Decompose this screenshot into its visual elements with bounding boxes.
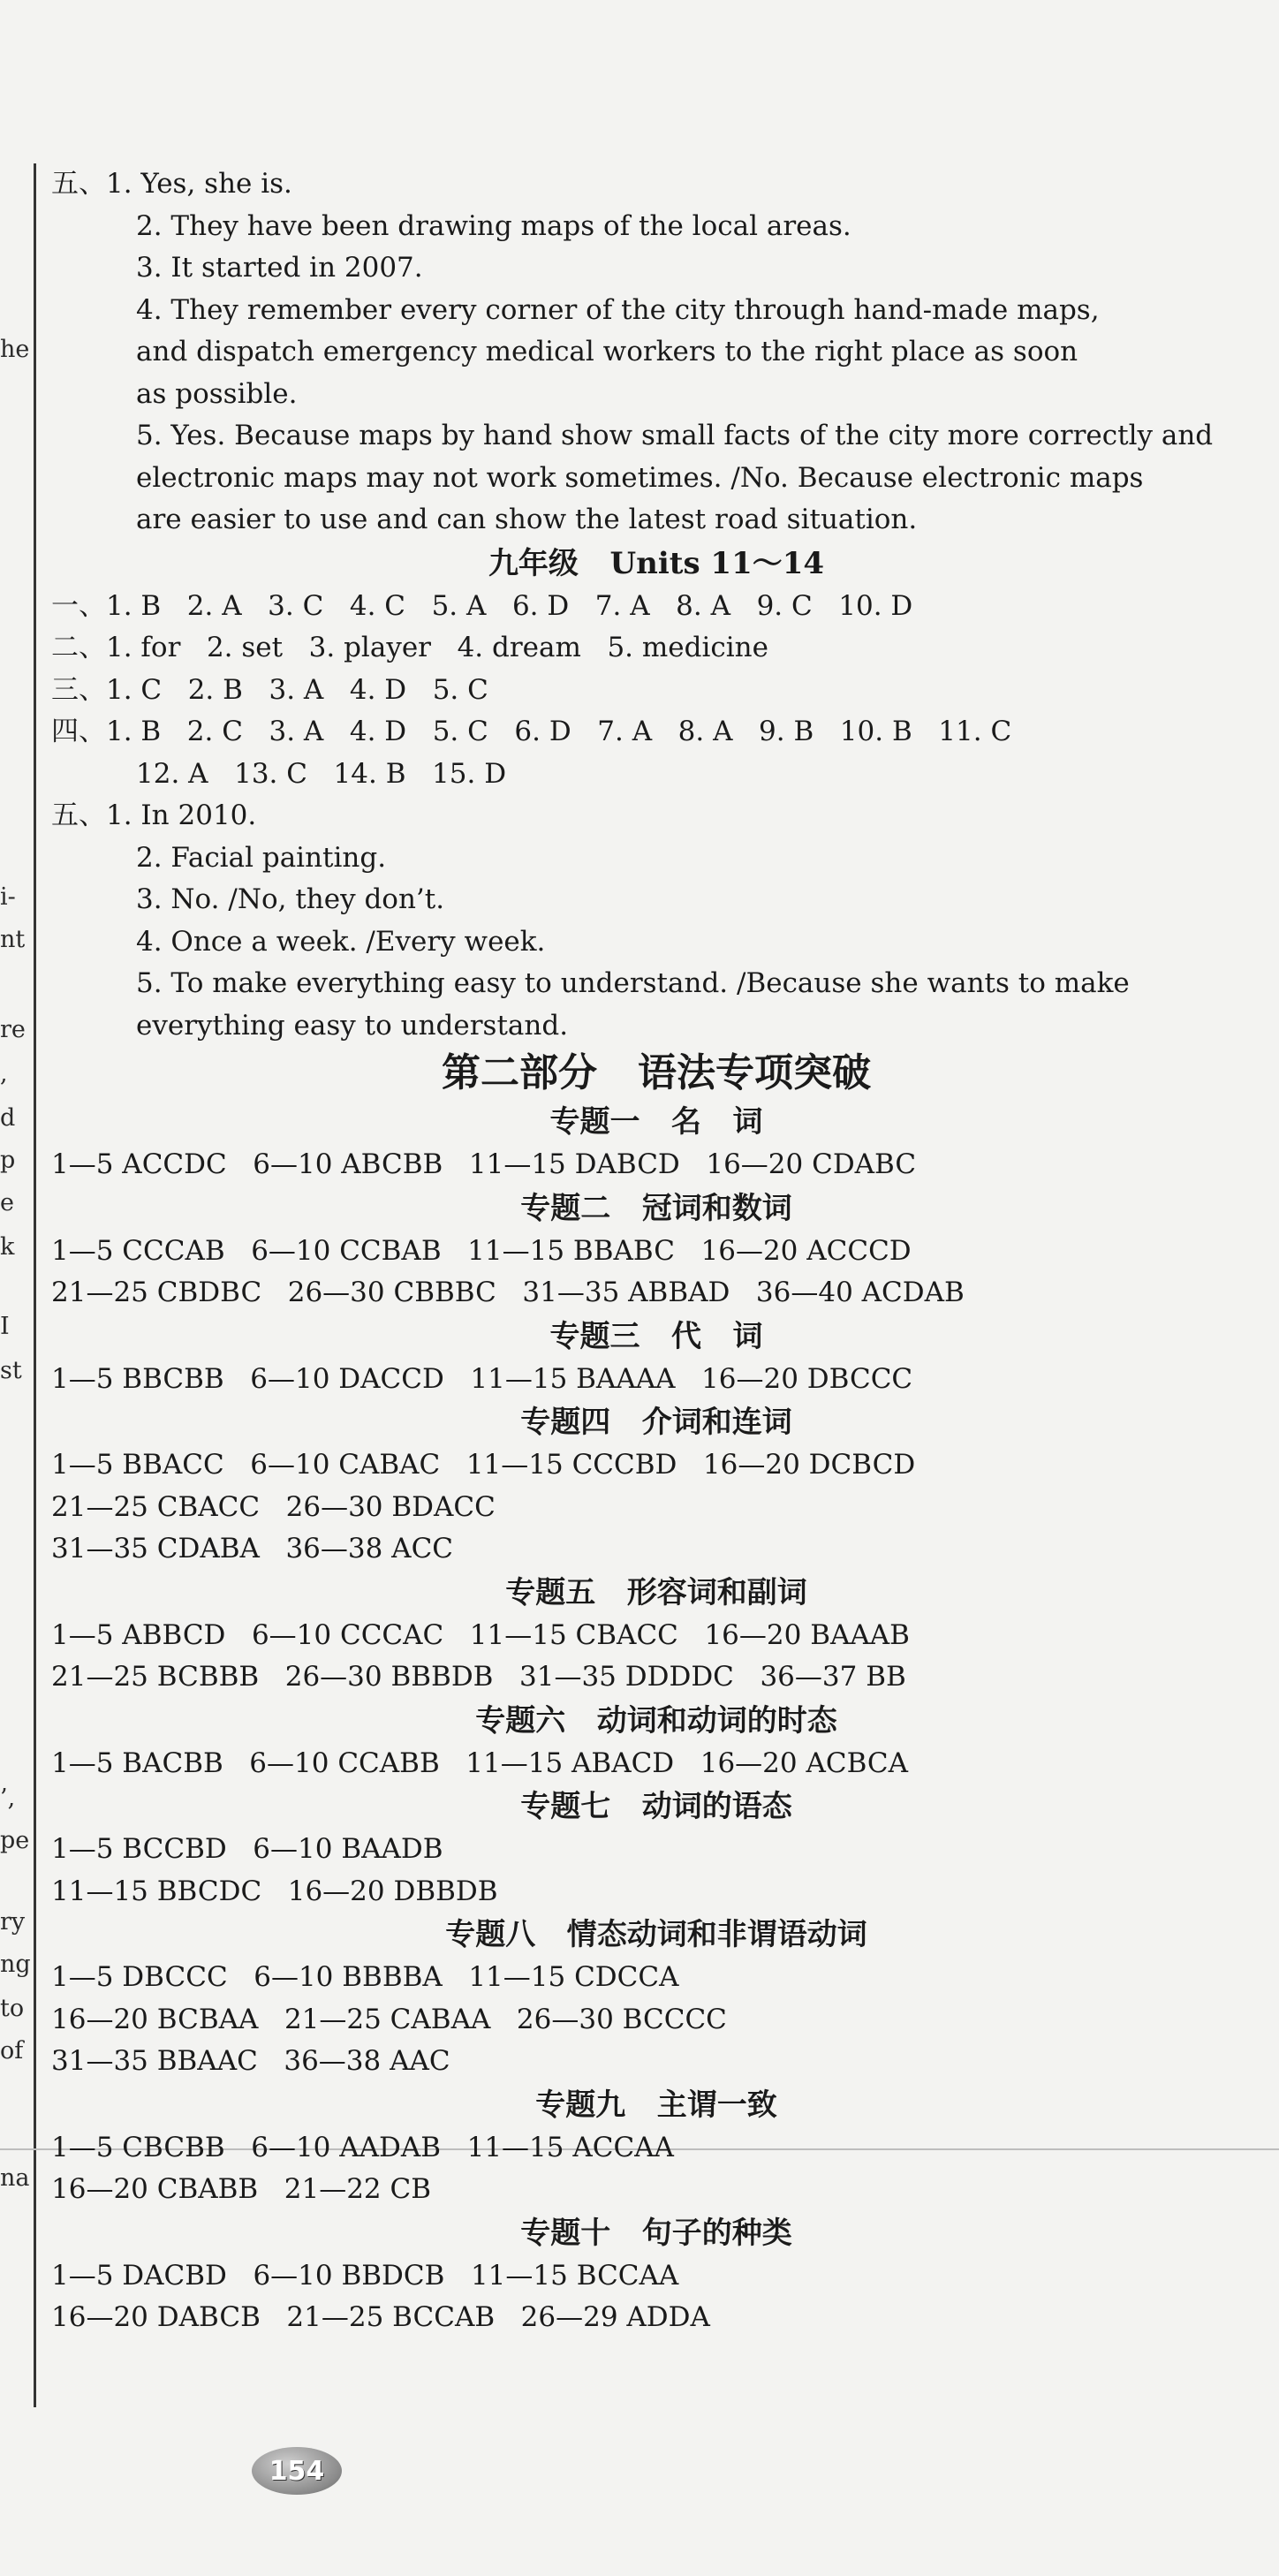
- topic-title: 专题八 情态动词和非谓语动词: [445, 1917, 867, 1952]
- reading-answers-block: [51, 163, 1261, 542]
- margin-fragment: re: [0, 1016, 26, 1043]
- answer-line: 5. To make everything easy to understand. /Because she wants to make: [136, 967, 1130, 999]
- answer-line: 1—5 DBCCC 6—10 BBBBA 11—15 CDCCA: [51, 1961, 679, 1993]
- topic-title: 专题九 主谓一致: [535, 2087, 777, 2123]
- answer-line: 二、1. for 2. set 3. player 4. dream 5. medicine: [51, 632, 768, 663]
- topic-title: 专题四 介词和连词: [520, 1405, 792, 1440]
- part-title: 第二部分 语法专项突破: [442, 1050, 871, 1095]
- answer-line: 2. They have been drawing maps of the local areas.: [136, 209, 851, 242]
- answer-line: 一、1. B 2. A 3. C 4. C 5. A 6. D 7. A 8. A 9. C 10. D: [51, 589, 913, 622]
- topic-title: 专题十 句子的种类: [520, 2215, 792, 2251]
- answer-line: 5. Yes. Because maps by hand show small facts of the city more correctly and: [136, 420, 1214, 451]
- answer-line: 三、1. C 2. B 3. A 4. D 5. C: [51, 673, 488, 706]
- answer-line: 四、1. B 2. C 3. A 4. D 5. C 6. D 7. A 8. A 9. B 10. B 11. C: [51, 716, 1012, 747]
- topic-title: 专题五 形容词和副词: [505, 1574, 807, 1610]
- answer-line: 1—5 BBCBB 6—10 DACCD 11—15 BAAAA 16—20 DBCCC: [51, 1362, 913, 1395]
- topic-title: 专题一 名 词: [549, 1104, 763, 1140]
- answer-line: 21—25 BCBBB 26—30 BBBDB 31—35 DDDDC 36—37 BB: [51, 1661, 906, 1693]
- grade9-answers-block: [51, 586, 1261, 1048]
- margin-fragment: p: [0, 1147, 16, 1174]
- margin-fragment: of: [0, 2037, 24, 2065]
- answer-line: electronic maps may not work sometimes. /No. Because electronic maps: [136, 461, 1144, 494]
- answer-line: 五、1. Yes, she is.: [51, 168, 292, 200]
- answer-line: 4. Once a week. /Every week.: [136, 925, 546, 958]
- answer-line: 1—5 BCCBD 6—10 BAADB: [51, 1833, 443, 1865]
- answer-line: 16—20 CBABB 21—22 CB: [51, 2173, 432, 2205]
- answer-line: 11—15 BBCDC 16—20 DBBDB: [51, 1875, 498, 1907]
- answer-line: 16—20 DABCB 21—25 BCCAB 26—29 ADDA: [51, 2301, 710, 2333]
- margin-fragment: he: [0, 336, 30, 363]
- answer-line: 1—5 BACBB 6—10 CCABB 11—15 ABACD 16—20 ACBCA: [51, 1746, 909, 1779]
- topic-title: 专题三 代 词: [549, 1318, 763, 1354]
- answer-line: 1—5 DACBD 6—10 BBDCB 11—15 BCCAA: [51, 2259, 679, 2292]
- margin-fragment: st: [0, 1357, 22, 1384]
- answer-line: 2. Facial painting.: [136, 841, 387, 874]
- grade-title: 九年级 Units 11～14: [488, 545, 825, 581]
- answer-line: everything easy to understand.: [136, 1009, 569, 1042]
- margin-fragment: i-: [0, 883, 16, 911]
- answer-line: 3. It started in 2007.: [136, 252, 423, 284]
- margin-fragment: na: [0, 2164, 30, 2192]
- margin-fragment: ,: [0, 1060, 8, 1087]
- answer-line: 12. A 13. C 14. B 15. D: [136, 757, 507, 790]
- margin-fragment: ry: [0, 1908, 26, 1936]
- grammar-topics: [51, 1100, 1261, 2339]
- answer-line: as possible.: [136, 377, 298, 410]
- answer-line: 1—5 CCCAB 6—10 CCBAB 11—15 BBABC 16—20 ACCCD: [51, 1234, 912, 1267]
- margin-fragment: d: [0, 1104, 16, 1132]
- margin-rule: [34, 163, 36, 2407]
- answer-line: are easier to use and can show the latest road situation.: [136, 504, 918, 535]
- answer-line: 3. No. /No, they don’t.: [136, 883, 445, 915]
- margin-fragment: to: [0, 1995, 25, 2022]
- margin-fragment: ’,: [0, 1784, 16, 1812]
- margin-fragment: k: [0, 1233, 15, 1261]
- answer-line: 31—35 BBAAC 36—38 AAC: [51, 2045, 450, 2077]
- margin-fragment: e: [0, 1189, 14, 1216]
- page-number-badge: 154: [252, 2447, 342, 2495]
- answer-line: 4. They remember every corner of the city through hand-made maps,: [136, 293, 1100, 326]
- margin-fragment: pe: [0, 1827, 30, 1854]
- topic-title: 专题二 冠词和数词: [520, 1190, 792, 1226]
- answer-key-content: [51, 163, 1261, 2339]
- margin-fragment: nt: [0, 926, 26, 953]
- answer-line: 1—5 BBACC 6—10 CABAC 11—15 CCCBD 16—20 DCBCD: [51, 1449, 916, 1481]
- topic-title: 专题六 动词和动词的时态: [475, 1702, 837, 1739]
- answer-line: 21—25 CBDBC 26—30 CBBBC 31—35 ABBAD 36—40 ACDAB: [51, 1277, 965, 1308]
- answer-line: 16—20 BCBAA 21—25 CABAA 26—30 BCCCC: [51, 2003, 727, 2035]
- margin-fragment: ng: [0, 1951, 31, 1978]
- answer-line: 1—5 ABBCD 6—10 CCCAC 11—15 CBACC 16—20 BAAAB: [51, 1618, 910, 1651]
- topic-title: 专题七 动词的语态: [520, 1789, 792, 1824]
- answer-line: 21—25 CBACC 26—30 BDACC: [51, 1490, 496, 1523]
- answer-line: 1—5 CBCBB 6—10 AADAB 11—15 ACCAA: [51, 2131, 674, 2163]
- answer-line: and dispatch emergency medical workers to the right place as soon: [136, 336, 1078, 367]
- answer-line: 五、1. In 2010.: [51, 799, 257, 831]
- margin-fragment: I: [0, 1313, 10, 1340]
- answer-line: 1—5 ACCDC 6—10 ABCBB 11—15 DABCD 16—20 CDABC: [51, 1148, 917, 1180]
- answer-line: 31—35 CDABA 36—38 ACC: [51, 1533, 454, 1565]
